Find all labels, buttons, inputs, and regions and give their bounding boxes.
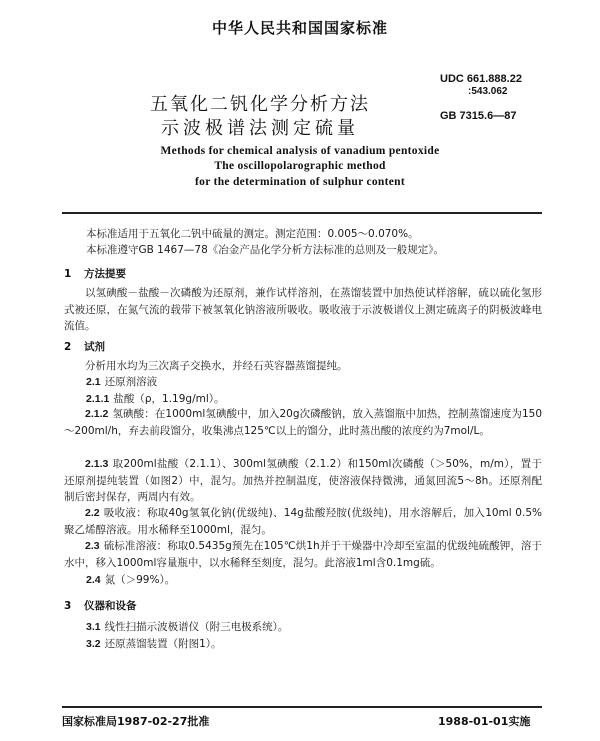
clause-3-2-label: 3.2 xyxy=(86,638,101,650)
clause-2-4-label: 2.4 xyxy=(86,574,101,586)
clause-2-1-1-text: 盐酸（ρ，1.19g/ml）。 xyxy=(113,393,225,405)
section-1-text: 以氢碘酸－盐酸－次磷酸为还原剂，兼作试样溶剂，在蒸馏装置中加热使试样溶解，硫以硫化氢形式被还原，在氮气流的载带下被氢氧化钠溶液所吸收。吸收液于示波极谱仪上测定硫离子的阴极波峰电流值。 xyxy=(64,287,542,332)
title-zh-line1: 五氧化二钒化学分析方法 xyxy=(150,94,370,115)
clause-2-2 xyxy=(64,505,542,538)
clause-2-1 xyxy=(86,374,157,390)
clause-3-2-text: 还原蒸馏装置（附图1）。 xyxy=(104,638,222,650)
clause-2-2-text: 吸收液：称取40g氢氧化钠(优级纯)、14g盐酸羟胺(优级纯)，用水溶解后，加入10ml 0.5%聚乙烯醇溶液。用水稀释至1000ml，混匀。 xyxy=(64,507,542,536)
clause-2-3 xyxy=(64,538,542,571)
country-standard-heading: 中华人民共和国国家标准 xyxy=(211,19,388,37)
udc-code: UDC 661.888.22 xyxy=(440,73,522,85)
clause-3-2 xyxy=(86,636,222,652)
section-2-number: 2 xyxy=(64,341,72,353)
clause-2-1-3 xyxy=(64,456,542,506)
clause-2-2-label: 2.2 xyxy=(85,507,100,519)
clause-3-1-label: 3.1 xyxy=(86,621,101,633)
section-1-number: 1 xyxy=(64,268,72,280)
section-3-heading xyxy=(64,598,137,613)
clause-2-1-1 xyxy=(86,391,225,407)
section-1-title: 方法提要 xyxy=(84,268,126,280)
clause-2-3-text: 硫标准溶液：称取0.5435g预先在105℃烘1h并于干燥器中冷却至室温的优级纯硫酸钾，溶于水中，移入1000ml容量瓶中，以水稀释至刻度，混匀。此溶液1ml含0.1mg硫。 xyxy=(64,540,542,569)
title-en-line2: The oscillopolarographic method xyxy=(214,160,386,172)
section-2-intro: 分析用水均为三次离子交换水，并经石英容器蒸馏提纯。 xyxy=(85,360,348,372)
section-2-title: 试剂 xyxy=(84,341,105,353)
clause-2-1-text: 还原剂溶液 xyxy=(104,376,158,388)
udc-code-sub: :543.062 xyxy=(468,86,508,97)
clause-2-1-3-label: 2.1.3 xyxy=(85,458,109,470)
title-en-line1: Methods for chemical analysis of vanadium pentoxide xyxy=(160,145,440,157)
clause-2-4 xyxy=(86,572,175,588)
intro-scope: 本标准适用于五氧化二钒中硫量的测定。测定范围：0.005～0.070%。 xyxy=(86,228,419,240)
effective-date: 1988-01-01实施 xyxy=(438,715,531,728)
section-2-heading xyxy=(64,339,105,354)
clause-2-1-1-label: 2.1.1 xyxy=(86,393,110,405)
intro-compliance: 本标准遵守GB 1467—78《冶金产品化学分析方法标准的总则及一般规定》。 xyxy=(86,244,445,256)
clause-2-3-label: 2.3 xyxy=(85,540,100,552)
clause-2-1-2-label: 2.1.2 xyxy=(85,408,109,420)
clause-2-1-3-text: 取200ml盐酸（2.1.1）、300ml氢碘酸（2.1.2）和150ml次磷酸（＞50%，m/m），置于还原剂提纯装置（如图2）中，混匀。加热并控制温度，使溶液保持微沸，通氮回流5～8h。还原剂配制后密封保存，两周内有效。 xyxy=(64,458,542,503)
clause-2-1-2-text: 氢碘酸：在1000ml氢碘酸中，加入20g次磷酸钠，放入蒸馏瓶中加热，控制蒸馏速度为150～200ml/h，弃去前段馏分，收集沸点125℃以上的馏分，此时蒸出酸的浓度约为7mol/L。 xyxy=(64,408,542,437)
approval-date: 国家标准局1987-02-27批准 xyxy=(62,715,210,728)
clause-2-1-label: 2.1 xyxy=(86,376,101,388)
gb-number: GB 7315.6—87 xyxy=(440,110,517,122)
title-en-line3: for the determination of sulphur content xyxy=(195,176,405,188)
title-zh-line2: 示波极谱法测定硫量 xyxy=(161,118,359,139)
bottom-divider xyxy=(62,706,542,708)
clause-2-4-text: 氮（＞99%）。 xyxy=(104,574,176,586)
section-3-title: 仪器和设备 xyxy=(84,600,137,612)
section-3-number: 3 xyxy=(64,600,72,612)
clause-2-1-2 xyxy=(64,406,542,439)
clause-3-1 xyxy=(86,619,288,635)
clause-3-1-text: 线性扫描示波极谱仪（附三电极系统）。 xyxy=(104,621,289,633)
section-1-heading xyxy=(64,266,126,281)
top-divider xyxy=(62,212,542,214)
